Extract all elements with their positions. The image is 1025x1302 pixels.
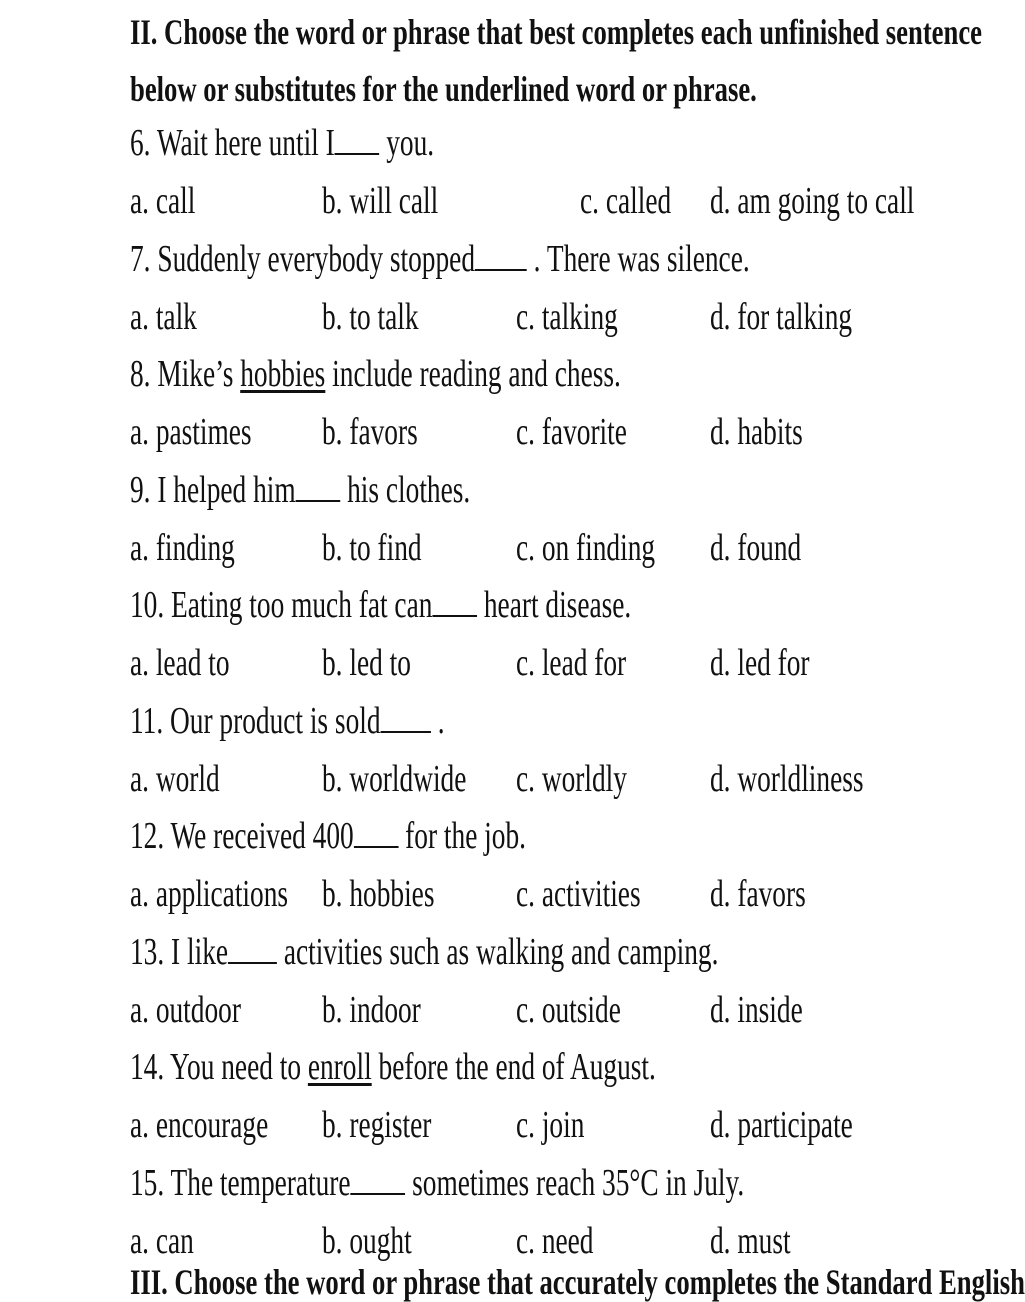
answer-option-c: c. join xyxy=(516,1104,585,1146)
answer-option-d: d. led for xyxy=(710,642,810,684)
answer-option-a: a. can xyxy=(130,1220,194,1262)
answer-option-b: b. register xyxy=(322,1104,432,1146)
answer-option-a: a. lead to xyxy=(130,642,230,684)
question-text-before: 13. I like xyxy=(130,931,229,973)
answer-option-a: a. world xyxy=(130,758,220,800)
answer-option-c: c. on finding xyxy=(516,527,656,569)
question-text-after: activities such as walking and camping. xyxy=(276,931,719,973)
question-text-before: 15. The temperature xyxy=(130,1162,351,1204)
question-stem xyxy=(130,692,445,750)
section-heading-line-2: below or substitutes for the underlined word or phrase. xyxy=(130,69,757,109)
answer-blank xyxy=(354,816,399,848)
question-text-after: his clothes. xyxy=(340,469,471,511)
question-text-before: 7. Suddenly everybody stopped xyxy=(130,238,475,280)
answer-option-a: a. outdoor xyxy=(130,989,241,1031)
answer-option-b: b. indoor xyxy=(322,989,421,1031)
answer-option-a: a. pastimes xyxy=(130,411,252,453)
answer-option-b: b. will call xyxy=(322,180,439,222)
question-text-before: 6. Wait here until I xyxy=(130,122,335,164)
question-stem xyxy=(130,923,718,981)
answer-option-c: c. called xyxy=(580,180,672,222)
question-text-after: for the job. xyxy=(398,815,526,857)
answer-option-d: d. must xyxy=(710,1220,791,1262)
answer-option-c: c. outside xyxy=(516,989,621,1031)
answer-option-c: c. worldly xyxy=(516,758,627,800)
answer-option-d: d. worldliness xyxy=(710,758,864,800)
answer-blank xyxy=(381,701,431,733)
answer-option-c: c. favorite xyxy=(516,411,627,453)
section-heading-line-1: II. Choose the word or phrase that best completes each unfinished sentence xyxy=(130,12,982,52)
question-text-before: 8. Mike’s xyxy=(130,353,241,395)
answer-blank xyxy=(432,585,477,617)
answer-option-a: a. encourage xyxy=(130,1104,269,1146)
answer-option-b: b. worldwide xyxy=(322,758,467,800)
section-heading xyxy=(130,4,982,118)
question-text-before: 10. Eating too much fat can xyxy=(130,584,433,626)
question-text-before: 9. I helped him xyxy=(130,469,296,511)
answer-option-d: d. favors xyxy=(710,873,806,915)
question-stem xyxy=(130,114,434,172)
answer-option-d: d. participate xyxy=(710,1104,853,1146)
question-stem xyxy=(130,576,631,634)
answer-option-b: b. led to xyxy=(322,642,411,684)
answer-option-b: b. favors xyxy=(322,411,418,453)
answer-option-a: a. applications xyxy=(130,873,289,915)
answer-option-d: d. for talking xyxy=(710,296,853,338)
question-stem xyxy=(130,461,470,519)
question-text-after: . xyxy=(430,700,445,742)
underlined-word: hobbies xyxy=(240,353,326,395)
answer-option-c: c. activities xyxy=(516,873,641,915)
question-stem xyxy=(130,807,526,865)
answer-option-d: d. found xyxy=(710,527,802,569)
question-text-before: 14. You need to xyxy=(130,1046,308,1088)
answer-option-a: a. call xyxy=(130,180,196,222)
answer-option-b: b. ought xyxy=(322,1220,412,1262)
question-text-before: 12. We received 400 xyxy=(130,815,354,857)
question-stem xyxy=(130,230,750,288)
answer-option-d: d. am going to call xyxy=(710,180,915,222)
question-text-after: include reading and chess. xyxy=(325,353,621,395)
answer-option-b: b. to find xyxy=(322,527,422,569)
answer-option-a: a. talk xyxy=(130,296,197,338)
answer-blank xyxy=(335,123,380,155)
question-text-after: sometimes reach 35°C in July. xyxy=(405,1162,745,1204)
answer-blank xyxy=(475,239,527,271)
question-text-after: you. xyxy=(379,122,435,164)
question-text-after: before the end of August. xyxy=(371,1046,656,1088)
answer-option-b: b. to talk xyxy=(322,296,419,338)
answer-option-a: a. finding xyxy=(130,527,235,569)
underlined-word: enroll xyxy=(307,1046,372,1088)
answer-option-d: d. inside xyxy=(710,989,803,1031)
question-stem xyxy=(130,1154,744,1212)
answer-blank xyxy=(228,932,277,964)
question-text-after: heart disease. xyxy=(477,584,632,626)
question-stem xyxy=(130,345,621,403)
answer-option-c: c. need xyxy=(516,1220,594,1262)
question-text-after: . There was silence. xyxy=(526,238,750,280)
question-stem xyxy=(130,1038,656,1096)
answer-option-c: c. talking xyxy=(516,296,618,338)
answer-option-b: b. hobbies xyxy=(322,873,435,915)
answer-option-d: d. habits xyxy=(710,411,803,453)
answer-option-c: c. lead for xyxy=(516,642,627,684)
next-section-heading-cut: III. Choose the word or phrase that accurately completes the Standard English xyxy=(130,1262,1025,1302)
answer-blank xyxy=(351,1163,406,1195)
question-text-before: 11. Our product is sold xyxy=(130,700,381,742)
answer-blank xyxy=(296,470,341,502)
